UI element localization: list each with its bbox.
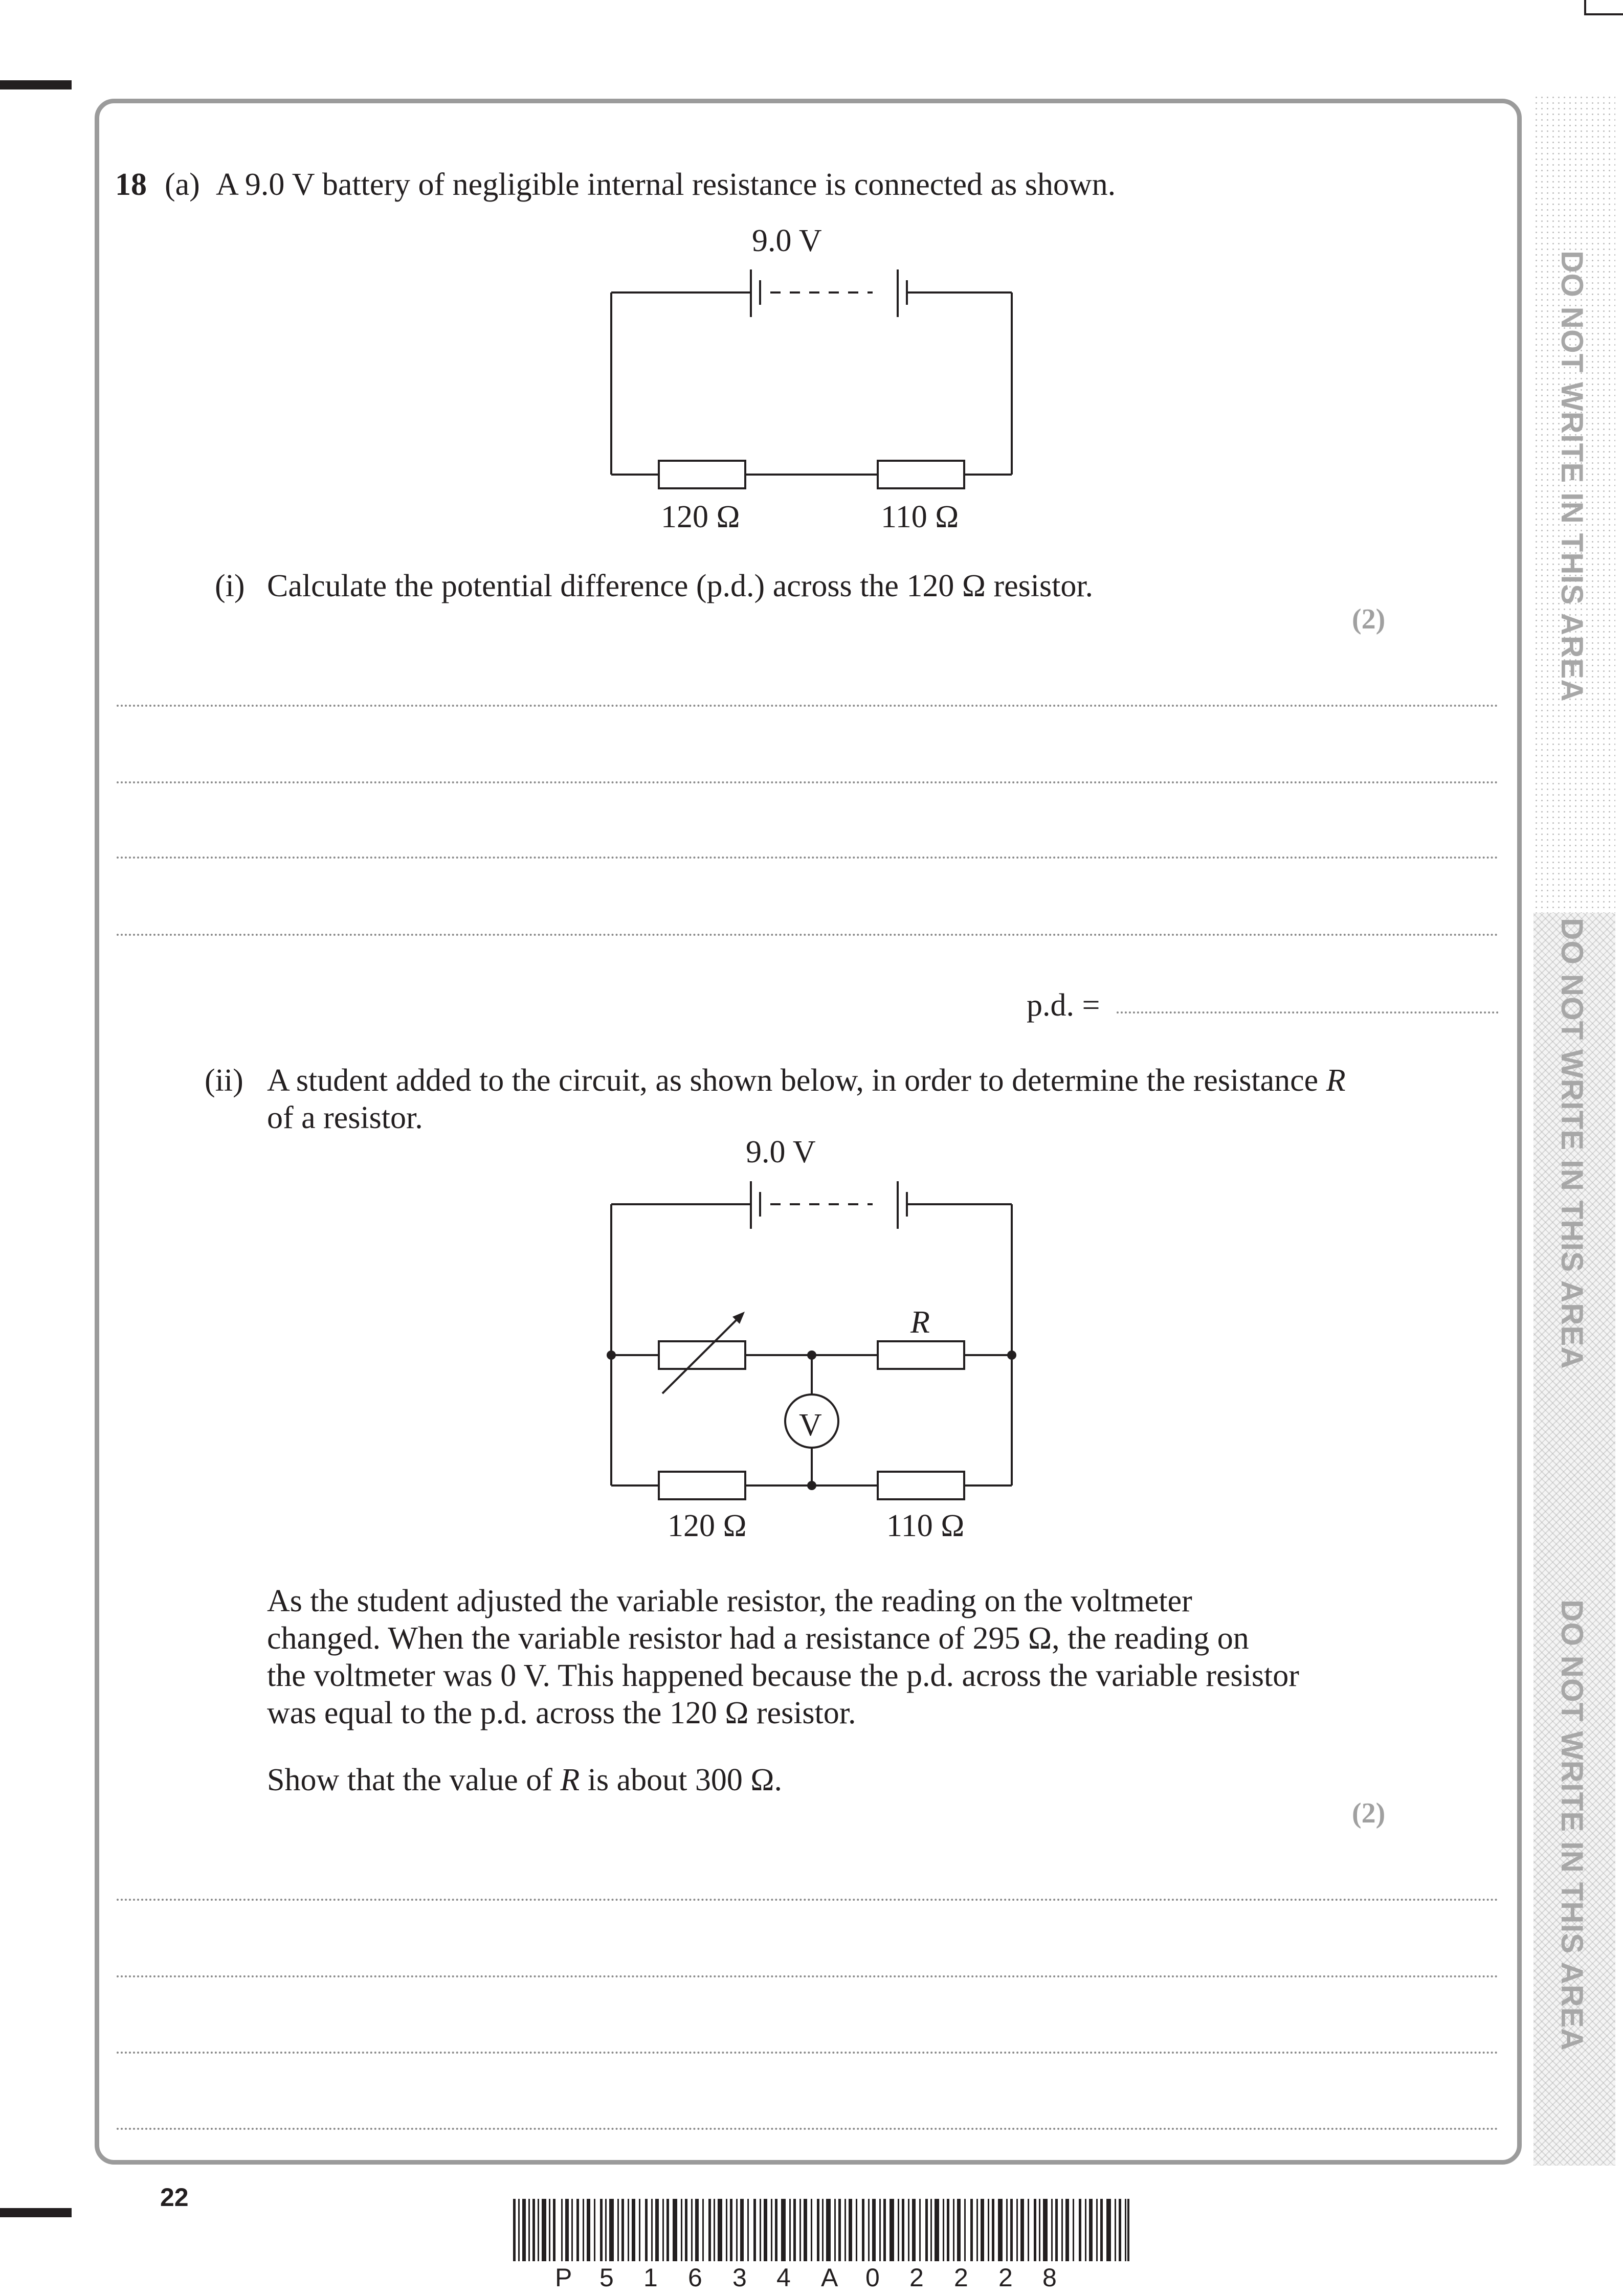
part-ii-line1	[267, 1065, 1346, 1096]
margin-bar-top	[0, 80, 72, 89]
para-line-2: changed. When the variable resistor had a resistance of 295 Ω, the reading on	[267, 1621, 1249, 1656]
answer-line-i-2[interactable]	[117, 781, 1499, 783]
barcode	[513, 2199, 1129, 2261]
barcode-char: 2	[998, 2263, 1013, 2292]
part-i-label: (i)	[215, 569, 245, 603]
part-ii-marks: (2)	[1352, 1797, 1386, 1829]
answer-line-i-1[interactable]	[117, 705, 1499, 707]
part-a-label: (a)	[165, 167, 200, 202]
barcode-char: A	[821, 2263, 838, 2292]
answer-line-ii-3[interactable]	[117, 2052, 1499, 2054]
part-i-text: Calculate the potential difference (p.d.) across the 120 Ω resistor.	[267, 569, 1094, 603]
barcode-char: P	[555, 2263, 572, 2292]
answer-line-ii-4[interactable]	[117, 2128, 1499, 2130]
part-a-intro: A 9.0 V battery of negligible internal resistance is connected as shown.	[216, 167, 1116, 202]
side-warning-2: DO NOT WRITE IN THIS AREA	[1555, 918, 1589, 1369]
diagram2-r2-label: 110 Ω	[886, 1509, 965, 1543]
barcode-char: 5	[599, 2263, 614, 2292]
show-var: R	[560, 1763, 580, 1797]
part-ii-line2: of a resistor.	[267, 1100, 423, 1135]
barcode-char: 2	[954, 2263, 968, 2292]
diagram2-battery-label: 9.0 V	[746, 1135, 816, 1169]
answer-line-i-3[interactable]	[117, 857, 1499, 859]
question-number: 18	[115, 167, 147, 202]
barcode-char: 6	[688, 2263, 702, 2292]
answer-line-i-4[interactable]	[117, 934, 1499, 936]
voltmeter-label: V	[799, 1408, 822, 1443]
side-warning-1: DO NOT WRITE IN THIS AREA	[1555, 251, 1589, 702]
diagram1-battery-label: 9.0 V	[752, 223, 822, 258]
part-ii-line1-text: A student added to the circuit, as shown below, in order to determine the resistance	[267, 1063, 1326, 1098]
side-warning-3: DO NOT WRITE IN THIS AREA	[1555, 1600, 1589, 2051]
show-pre: Show that the value of	[267, 1763, 561, 1797]
para-line-4: was equal to the p.d. across the 120 Ω resistor.	[267, 1696, 856, 1730]
pd-answer-label: p.d. =	[1027, 988, 1100, 1023]
para-line-3: the voltmeter was 0 V. This happened because the p.d. across the variable resistor	[267, 1658, 1299, 1693]
diagram2-r-label: R	[910, 1305, 930, 1340]
barcode-char: 3	[732, 2263, 747, 2292]
page-number: 22	[160, 2183, 189, 2212]
barcode-char: 4	[776, 2263, 791, 2292]
barcode-char: 0	[865, 2263, 880, 2292]
diagram2-r1-label: 120 Ω	[668, 1509, 747, 1543]
barcode-char: 1	[643, 2263, 658, 2292]
diagram1-r1-label: 120 Ω	[661, 500, 740, 534]
crop-mark	[1584, 0, 1623, 15]
answer-line-ii-2[interactable]	[117, 1975, 1499, 1977]
answer-line-ii-1[interactable]	[117, 1899, 1499, 1901]
show-that-line	[267, 1764, 782, 1796]
barcode-char: 2	[909, 2263, 924, 2292]
barcode-char: 8	[1042, 2263, 1057, 2292]
part-ii-label: (ii)	[205, 1063, 243, 1098]
para-line-1: As the student adjusted the variable resistor, the reading on the voltmeter	[267, 1584, 1192, 1618]
margin-bar-bottom	[0, 2208, 72, 2217]
show-post: is about 300 Ω.	[580, 1763, 782, 1797]
circuit-diagram-1	[604, 220, 1023, 537]
pd-answer-field[interactable]	[1117, 1011, 1499, 1014]
part-i-marks: (2)	[1352, 603, 1386, 635]
diagram1-r2-label: 110 Ω	[881, 500, 959, 534]
circuit-diagram-2	[604, 1133, 1023, 1501]
part-ii-line1-var: R	[1326, 1063, 1346, 1098]
